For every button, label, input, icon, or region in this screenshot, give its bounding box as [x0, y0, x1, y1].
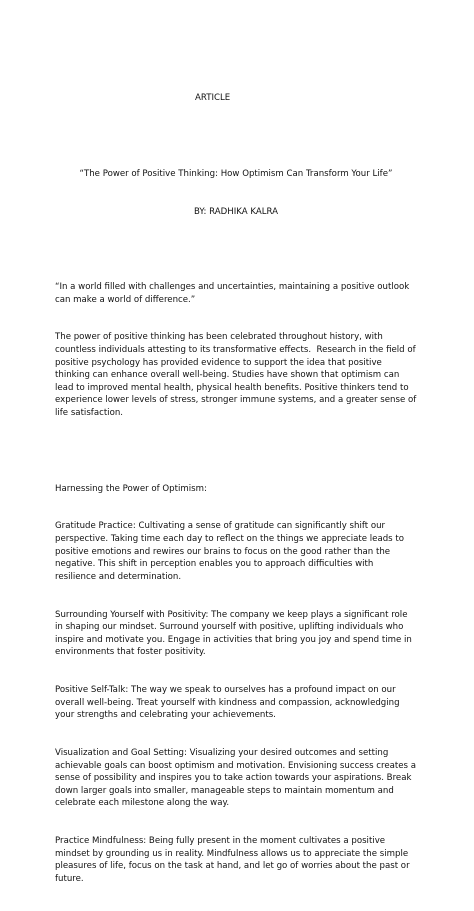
article-byline: BY: RADHIKA KALRA [193, 206, 279, 217]
spacer [55, 130, 417, 143]
point-visualization: Visualization and Goal Setting: Visualizing your desired outcomes and setting achievable goals can boost optimism and motivation. Envisioning success creates a sense of possibility and inspires you to take action towards your aspirations. Break down larger goals into smaller, manageable steps to maintain momentum and celebrate each milestone along the way. [55, 748, 419, 809]
spacer [55, 243, 417, 256]
article-label: ARTICLE [195, 93, 231, 104]
opening-quote: “In a world filled with challenges and uncertainties, maintaining a positive outlook can make a world of difference.” [55, 282, 412, 305]
point-gratitude: Gratitude Practice: Cultivating a sense of gratitude can significantly shift our perspective. Taking time each day to reflect on the things we appreciate leads to positive emotions and rewires our brains to focus on the good rather than the negative. This shift in perception enables you to approach difficulties with resilience and determination. [55, 521, 407, 582]
article-body [55, 67, 417, 911]
article-title: “The Power of Positive Thinking: How Optimism Can Transform Your Life” [79, 168, 393, 179]
section-heading: Harnessing the Power of Optimism: [55, 483, 207, 494]
point-mindfulness: Practice Mindfulness: Being fully present in the moment cultivates a positive mindset by grounding us in reality. Mindfulness allows us to appreciate the simple pleasures of life, focus on the task at hand, and let go of worries about the past or future. [55, 836, 413, 884]
intro-paragraph: The power of positive thinking has been celebrated throughout history, with countless individuals attesting to its transformative effects. Research in the field of positive psychology has provided evidence to support the idea that positive thinking can enhance overall well-being. Studies have shown that optimism can lead to improved mental health, physical health benefits. Positive thinkers tend to experience lower levels of stress, stronger immune systems, and a greater sense of life satisfaction. [55, 332, 419, 419]
spacer [55, 445, 417, 458]
point-self-talk: Positive Self-Talk: The way we speak to ourselves has a profound impact on our overall well-being. Treat yourself with kindness and compassion, acknowledging your strengths and celebrating your achievements. [55, 685, 403, 721]
point-surrounding: Surrounding Yourself with Positivity: The company we keep plays a significant role in shaping our mindset. Surround yourself with positive, uplifting individuals who inspire and motivate you. Engage in activities that bring you joy and spend time in environments that foster positivity. [55, 609, 415, 658]
